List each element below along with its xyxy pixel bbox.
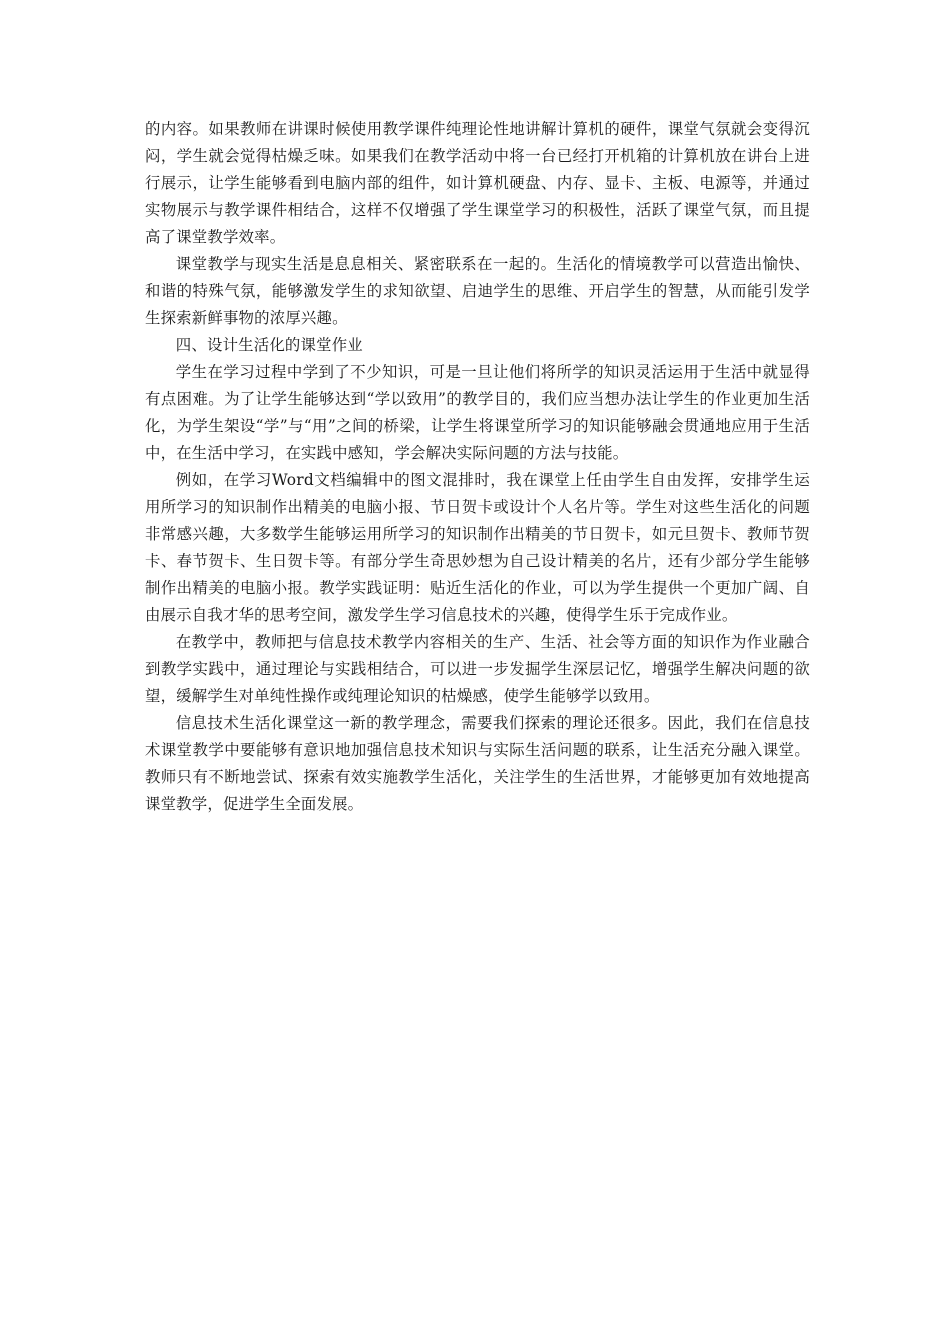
paragraph-teaching-practice: 在教学中，教师把与信息技术教学内容相关的生产、生活、社会等方面的知识作为作业融合到教学实践中，通过理论与实践相结合，可以进一步发掘学生深层记忆，增强学生解决问题的欲望，缓解学生对单纯性操作或纯理论知识的枯燥感，使学生能够学以致用。 [145, 633, 810, 705]
paragraph-classroom-life: 课堂教学与现实生活是息息相关、紧密联系在一起的。生活化的情境教学可以营造出愉快、和谐的特殊气氛，能够激发学生的求知欲望、启迪学生的思维、开启学生的智慧，从而能引发学生探索新鲜事物的浓厚兴趣。 [145, 255, 810, 327]
paragraph-conclusion: 信息技术生活化课堂这一新的教学理念，需要我们探索的理论还很多。因此，我们在信息技术课堂教学中要能够有意识地加强信息技术知识与实际生活问题的联系，让生活充分融入课堂。教师只有不断地尝试、探索有效实施教学生活化，关注学生的生活世界，才能够更加有效地提高课堂教学，促进学生全面发展。 [145, 714, 810, 813]
section-heading: 四、设计生活化的课堂作业 [175, 336, 363, 354]
document-body [145, 116, 810, 818]
paragraph-homework-intro: 学生在学习过程中学到了不少知识，可是一旦让他们将所学的知识灵活运用于生活中就显得有点困难。为了让学生能够达到“学以致用”的教学目的，我们应当想办法让学生的作业更加生活化，为学生架设“学”与“用”之间的桥梁，让学生将课堂所学习的知识能够融会贯通地应用于生活中，在生活中学习，在实践中感知，学会解决实际问题的方法与技能。 [145, 363, 810, 462]
paragraph-word-example: 例如，在学习Word文档编辑中的图文混排时，我在课堂上任由学生自由发挥，安排学生运用所学习的知识制作出精美的电脑小报、节日贺卡或设计个人名片等。学生对这些生活化的问题非常感兴趣，大多数学生能够运用所学习的知识制作出精美的节日贺卡，如元旦贺卡、教师节贺卡、春节贺卡、生日贺卡等。有部分学生奇思妙想为自己设计精美的名片，还有少部分学生能够制作出精美的电脑小报。教学实践证明：贴近生活化的作业，可以为学生提供一个更加广阔、自由展示自我才华的思考空间，激发学生学习信息技术的兴趣，使得学生乐于完成作业。 [145, 471, 810, 624]
paragraph-continuation: 的内容。如果教师在讲课时候使用教学课件纯理论性地讲解计算机的硬件，课堂气氛就会变得沉闷，学生就会觉得枯燥乏味。如果我们在教学活动中将一台已经打开机箱的计算机放在讲台上进行展示，让学生能够看到电脑内部的组件，如计算机硬盘、内存、显卡、主板、电源等，并通过实物展示与教学课件相结合，这样不仅增强了学生课堂学习的积极性，活跃了课堂气氛，而且提高了课堂教学效率。 [145, 120, 810, 246]
